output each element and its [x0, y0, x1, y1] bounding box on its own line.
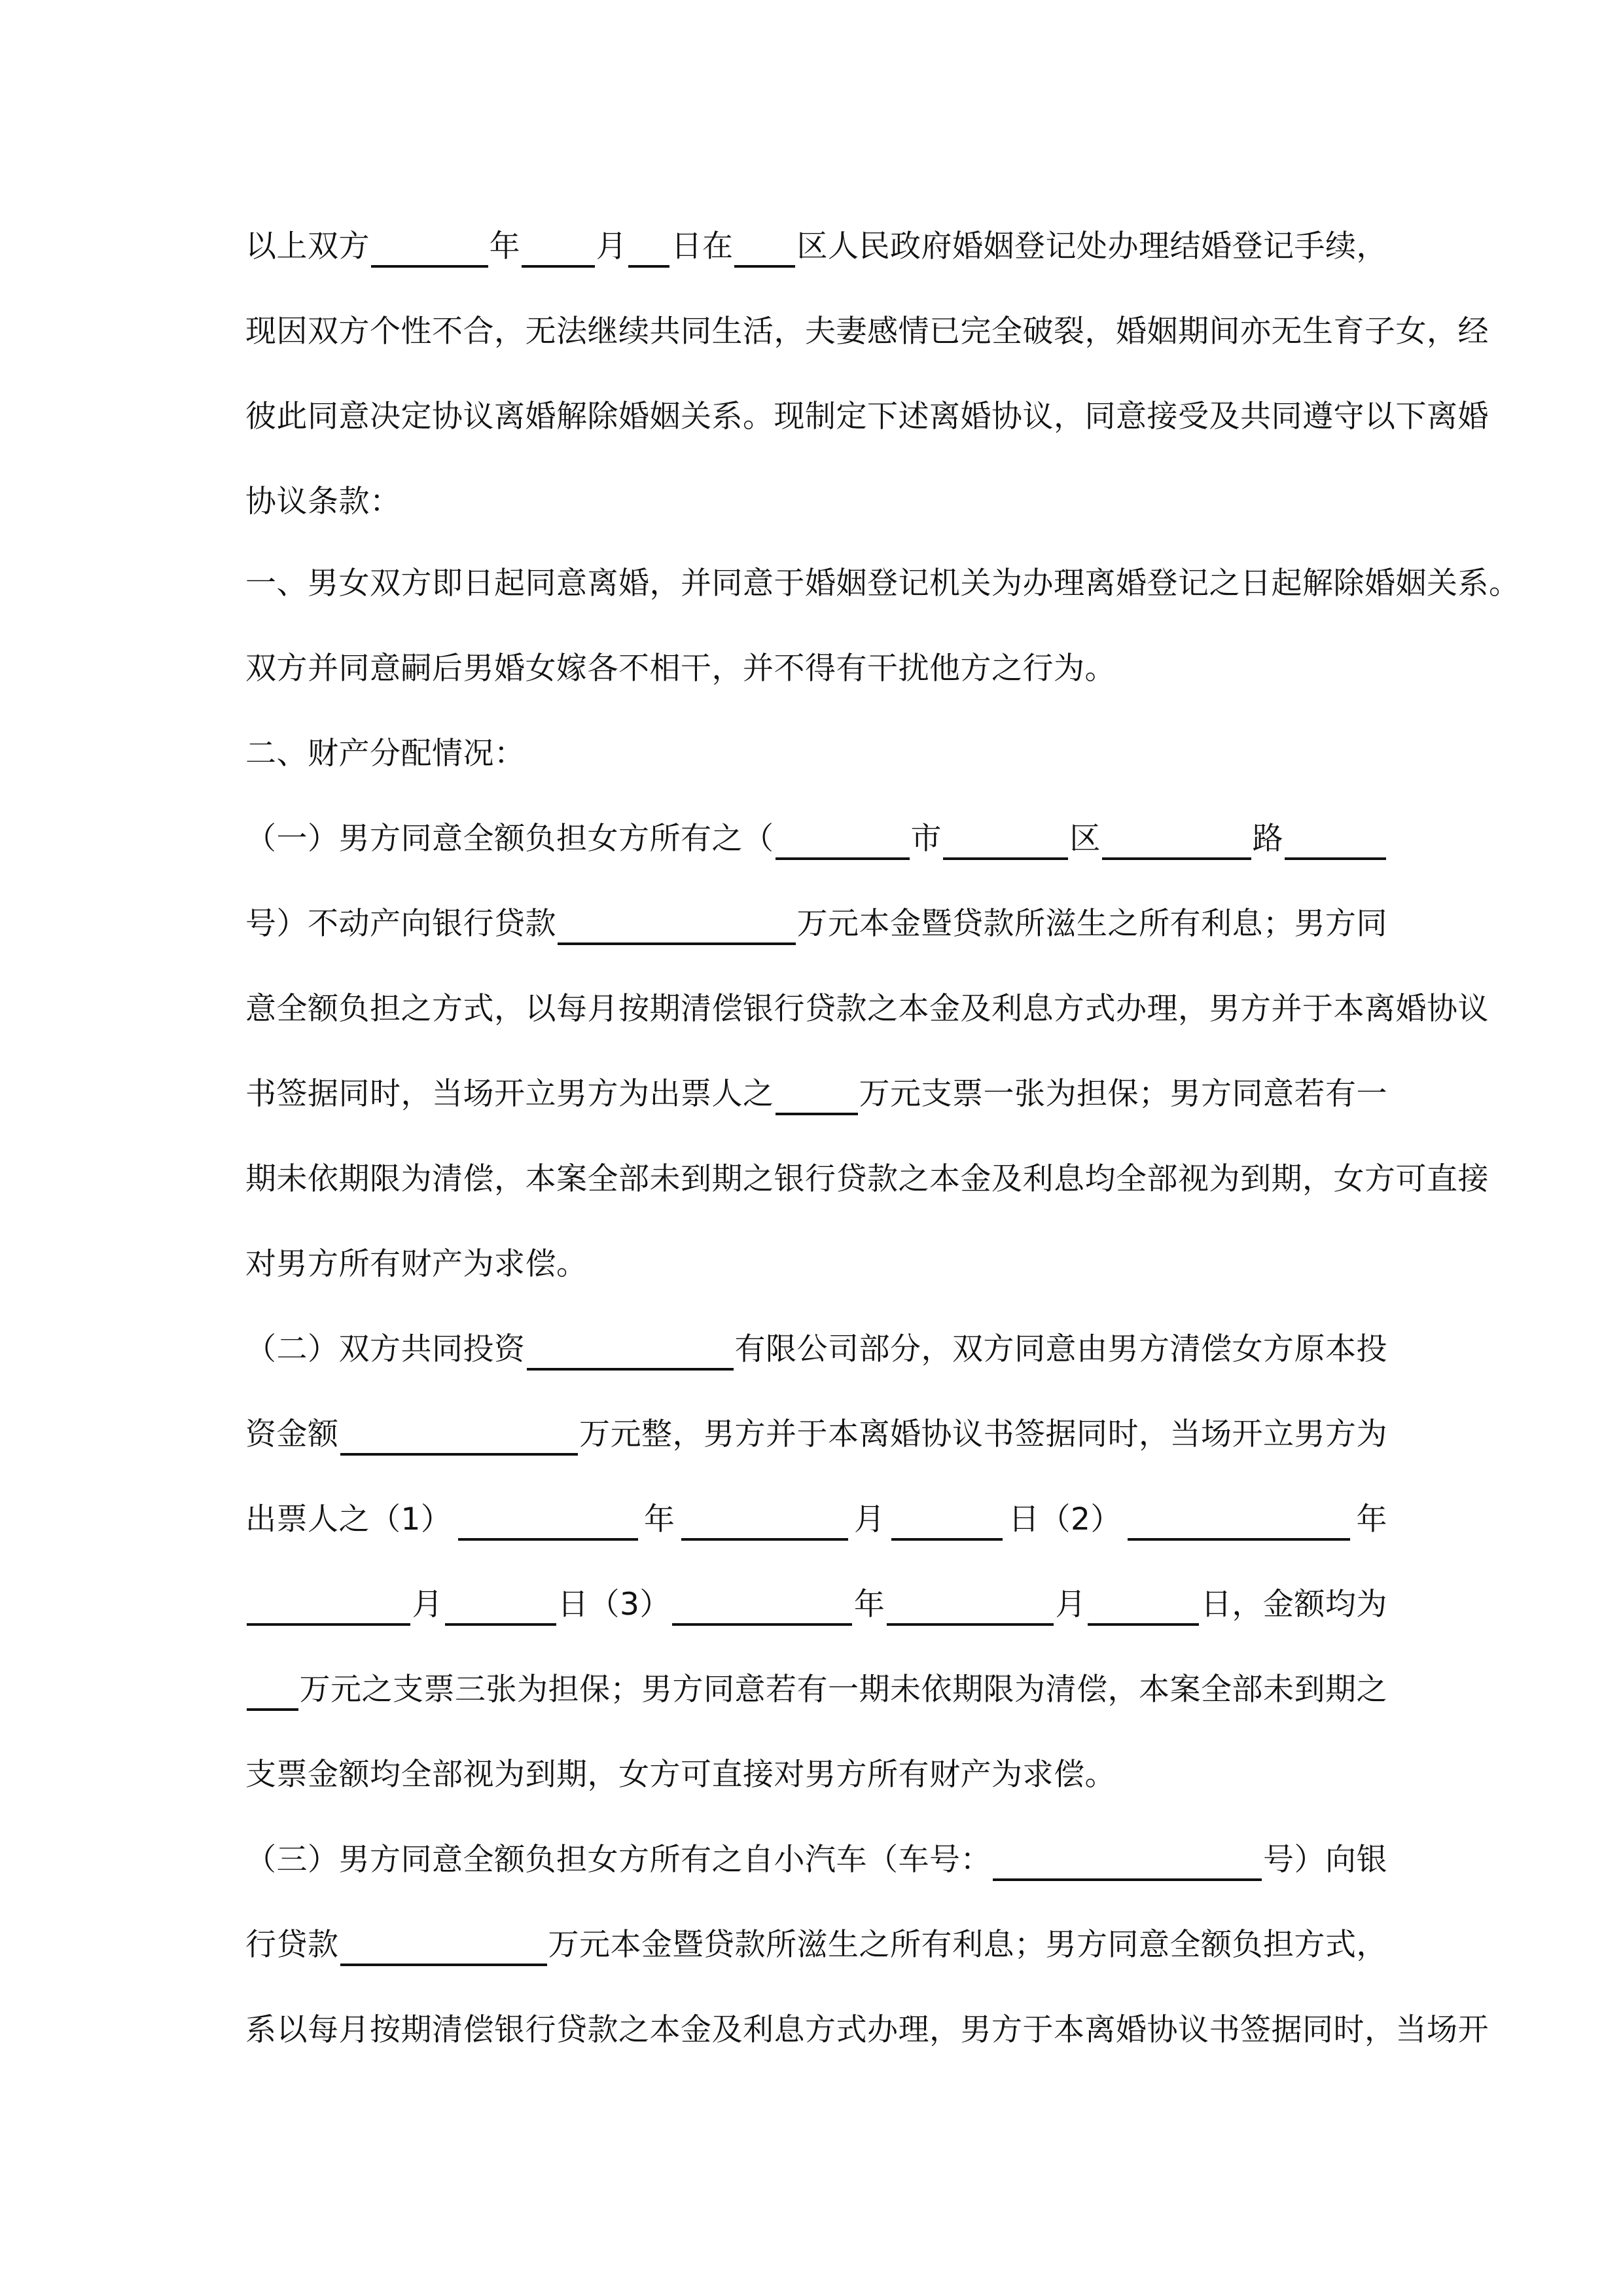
text-segment: 出票人之（1）	[245, 1501, 452, 1537]
document-line	[245, 1754, 1387, 1796]
text-segment: 日（2）	[1008, 1501, 1122, 1537]
document-line	[245, 563, 1520, 605]
text-segment: 年	[643, 1501, 675, 1537]
document-line	[245, 818, 1387, 860]
text-segment: 期未依期限为清偿，本案全部未到期之银行贷款之本金及利息均全部视为到期，女方可直接	[245, 1161, 1489, 1197]
text-segment: 号）不动产向银行贷款	[245, 906, 556, 942]
text-segment: 区	[1069, 821, 1101, 857]
fill-in-blank[interactable]	[1102, 829, 1251, 860]
document-line	[245, 1073, 1387, 1115]
text-segment: 万元支票一张为担保；男方同意若有一	[859, 1076, 1387, 1112]
document-line	[245, 1244, 1387, 1285]
fill-in-blank[interactable]	[458, 1509, 638, 1541]
text-segment: 现因双方个性不合，无法继续共同生活，夫妻感情已完全破裂，婚姻期间亦无生育子女，经	[245, 314, 1489, 350]
text-segment: 月	[853, 1501, 885, 1537]
text-segment: 支票金额均全部视为到期，女方可直接对男方所有财产为求偿。	[245, 1757, 1116, 1793]
document-line	[245, 1414, 1387, 1456]
text-segment: 月	[596, 228, 628, 264]
fill-in-blank[interactable]	[628, 236, 669, 268]
document-line	[245, 988, 1489, 1030]
fill-in-blank[interactable]	[527, 1339, 734, 1371]
fill-in-blank[interactable]	[891, 1509, 1003, 1541]
document-line	[245, 396, 1489, 438]
document-line	[245, 1584, 1387, 1626]
text-segment: 月	[412, 1587, 443, 1623]
text-segment: 二、财产分配情况：	[245, 736, 526, 772]
text-segment: 号）向银	[1263, 1842, 1387, 1878]
document-line	[245, 733, 1387, 775]
text-segment: 一、男女双方即日起同意离婚，并同意于婚姻登记机关为办理离婚登记之日起解除婚姻关系。	[245, 565, 1520, 601]
text-segment: 年	[489, 228, 521, 264]
fill-in-blank[interactable]	[776, 829, 910, 860]
text-segment: （二）双方共同投资	[245, 1331, 526, 1367]
fill-in-blank[interactable]	[1128, 1509, 1350, 1541]
document-line	[245, 1669, 1387, 1711]
fill-in-blank[interactable]	[993, 1850, 1262, 1881]
text-segment: 万元本金暨贷款所滋生之所有利息；男方同	[796, 906, 1387, 942]
fill-in-blank[interactable]	[247, 1594, 410, 1626]
text-segment: 意全额负担之方式，以每月按期清偿银行贷款之本金及利息方式办理，男方并于本离婚协议	[245, 991, 1489, 1027]
text-segment: 资金额	[245, 1416, 339, 1452]
fill-in-blank[interactable]	[445, 1594, 556, 1626]
fill-in-blank[interactable]	[340, 1935, 547, 1966]
fill-in-blank[interactable]	[558, 914, 796, 945]
fill-in-blank[interactable]	[943, 829, 1068, 860]
fill-in-blank[interactable]	[776, 1084, 858, 1115]
text-segment: 路	[1252, 821, 1284, 857]
text-segment: （一）男方同意全额负担女方所有之（	[245, 821, 774, 857]
document-line	[245, 1329, 1387, 1371]
document-line	[245, 481, 1387, 523]
text-segment: 有限公司部分，双方同意由男方清偿女方原本投	[734, 1331, 1387, 1367]
document-line	[245, 648, 1387, 690]
document-line	[245, 311, 1489, 353]
text-segment: 彼此同意决定协议离婚解除婚姻关系。现制定下述离婚协议，同意接受及共同遵守以下离婚	[245, 399, 1489, 435]
text-segment: 行贷款	[245, 1927, 339, 1963]
text-segment: 日，金额均为	[1200, 1587, 1387, 1623]
fill-in-blank[interactable]	[522, 236, 595, 268]
fill-in-blank[interactable]	[887, 1594, 1054, 1626]
text-segment: 区人民政府婚姻登记处办理结婚登记手续，	[796, 228, 1387, 264]
fill-in-blank[interactable]	[371, 236, 488, 268]
text-segment: 对男方所有财产为求偿。	[245, 1246, 588, 1282]
text-segment: 双方并同意嗣后男婚女嫁各不相干，并不得有干扰他方之行为。	[245, 651, 1116, 687]
text-segment: 日在	[671, 228, 734, 264]
fill-in-blank[interactable]	[1088, 1594, 1199, 1626]
text-segment: 月	[1055, 1587, 1086, 1623]
text-segment: 书签据同时，当场开立男方为出票人之	[245, 1076, 774, 1112]
text-segment: 年	[1356, 1501, 1387, 1537]
document-line	[245, 226, 1387, 268]
text-segment: 市	[910, 821, 942, 857]
fill-in-blank[interactable]	[247, 1679, 298, 1711]
document-line	[245, 2009, 1489, 2051]
text-segment: 万元整，男方并于本离婚协议书签据同时，当场开立男方为	[579, 1416, 1387, 1452]
document-line	[245, 1839, 1387, 1881]
document-line	[245, 1499, 1387, 1541]
fill-in-blank[interactable]	[734, 236, 795, 268]
fill-in-blank[interactable]	[672, 1594, 852, 1626]
document-line	[245, 1924, 1387, 1966]
text-segment: 日（3）	[558, 1587, 671, 1623]
text-segment: （三）男方同意全额负担女方所有之自小汽车（车号：	[245, 1842, 991, 1878]
fill-in-blank[interactable]	[681, 1509, 848, 1541]
text-segment: 万元之支票三张为担保；男方同意若有一期未依期限为清偿，本案全部未到期之	[299, 1672, 1387, 1708]
text-segment: 系以每月按期清偿银行贷款之本金及利息方式办理，男方于本离婚协议书签据同时，当场开	[245, 2012, 1489, 2048]
document-line	[245, 903, 1387, 945]
text-segment: 以上双方	[245, 228, 370, 264]
fill-in-blank[interactable]	[1285, 829, 1386, 860]
document-line	[245, 1158, 1489, 1200]
fill-in-blank[interactable]	[340, 1424, 579, 1456]
text-segment: 协议条款：	[245, 484, 401, 520]
text-segment: 万元本金暨贷款所滋生之所有利息；男方同意全额负担方式，	[548, 1927, 1387, 1963]
text-segment: 年	[853, 1587, 885, 1623]
